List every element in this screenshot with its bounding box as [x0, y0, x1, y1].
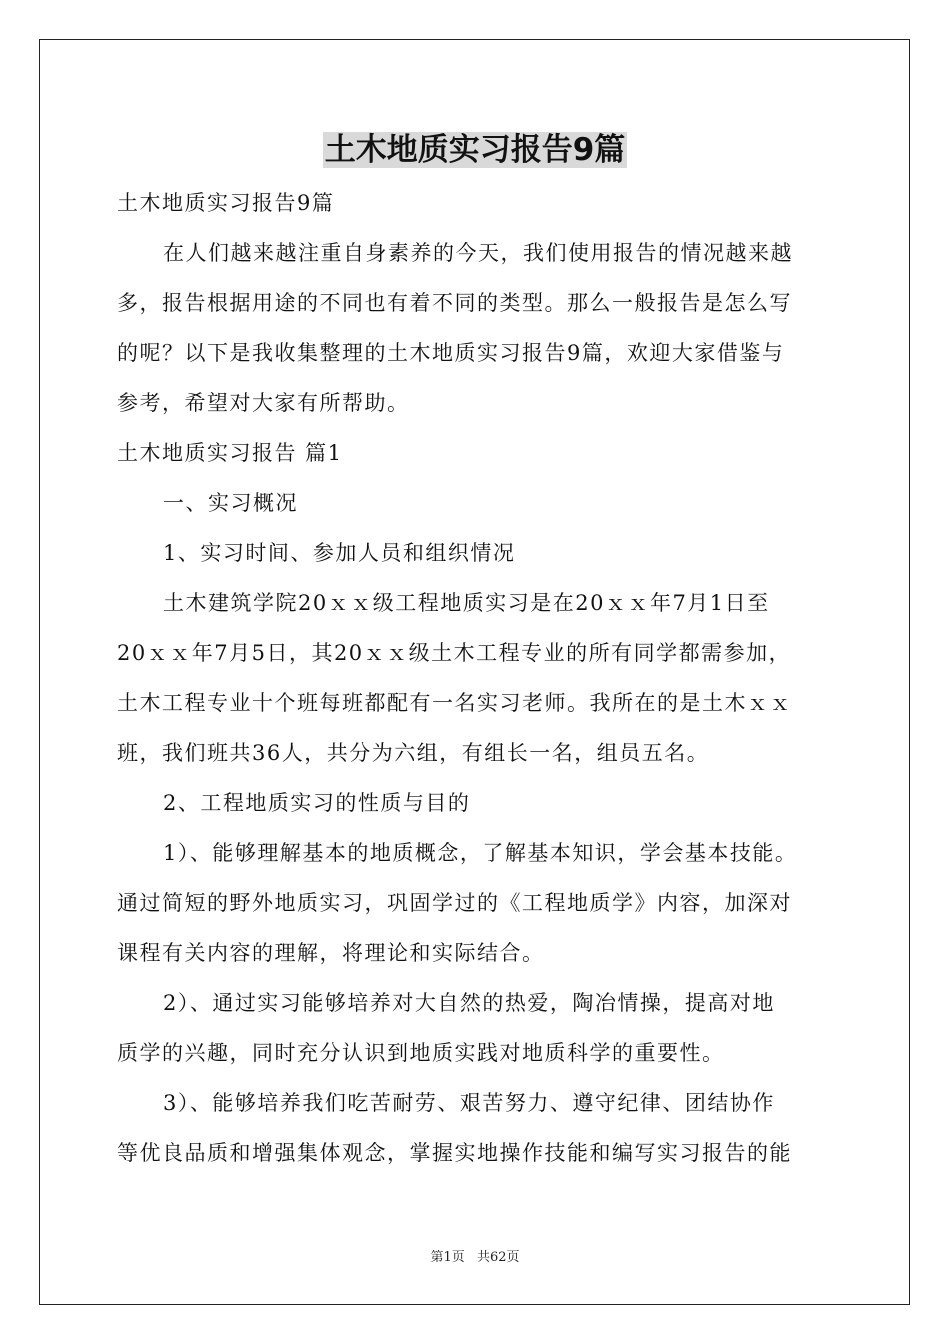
- text-line: 土木地质实习报告 篇1: [117, 441, 343, 465]
- text-line: 一、实习概况: [163, 491, 298, 515]
- page-footer: [0, 1246, 950, 1265]
- document-body: [117, 178, 837, 1178]
- text-line: 的呢？以下是我收集整理的土木地质实习报告9篇，欢迎大家借鉴与: [117, 341, 785, 365]
- text-line: 通过简短的野外地质实习，巩固学过的《工程地质学》内容，加深对: [117, 891, 792, 915]
- text-line: 土木工程专业十个班每班都配有一名实习老师。我所在的是土木ｘｘ: [117, 691, 792, 715]
- document-title: [0, 128, 950, 172]
- text-line: 土木地质实习报告9篇: [117, 191, 335, 215]
- text-line: 土木建筑学院20ｘｘ级工程地质实习是在20ｘｘ年7月1日至: [163, 591, 770, 615]
- text-line: 2、工程地质实习的性质与目的: [163, 791, 471, 815]
- text-line: 20ｘｘ年7月5日，其20ｘｘ级土木工程专业的所有同学都需参加，: [117, 641, 792, 665]
- text-line: 等优良品质和增强集体观念，掌握实地操作技能和编写实习报告的能: [117, 1141, 792, 1165]
- text-line: 课程有关内容的理解，将理论和实际结合。: [117, 941, 545, 965]
- text-line: 班，我们班共36人，共分为六组，有组长一名，组员五名。: [117, 741, 710, 765]
- document-title-text: 土木地质实习报告9篇: [324, 132, 626, 168]
- text-line: 1、实习时间、参加人员和组织情况: [163, 541, 516, 565]
- text-line: 3）、能够培养我们吃苦耐劳、艰苦努力、遵守纪律、团结协作: [163, 1091, 775, 1115]
- page-total: 共62页: [476, 1250, 520, 1265]
- text-line: 质学的兴趣，同时充分认识到地质实践对地质科学的重要性。: [117, 1041, 725, 1065]
- text-line: 2）、通过实习能够培养对大自然的热爱，陶冶情操，提高对地: [163, 991, 775, 1015]
- text-line: 多，报告根据用途的不同也有着不同的类型。那么一般报告是怎么写: [117, 291, 792, 315]
- text-line: 在人们越来越注重自身素养的今天，我们使用报告的情况越来越: [163, 241, 793, 265]
- text-line: 参考，希望对大家有所帮助。: [117, 391, 410, 415]
- page-number: 第1页: [430, 1250, 465, 1265]
- text-line: 1）、能够理解基本的地质概念，了解基本知识，学会基本技能。: [163, 841, 798, 865]
